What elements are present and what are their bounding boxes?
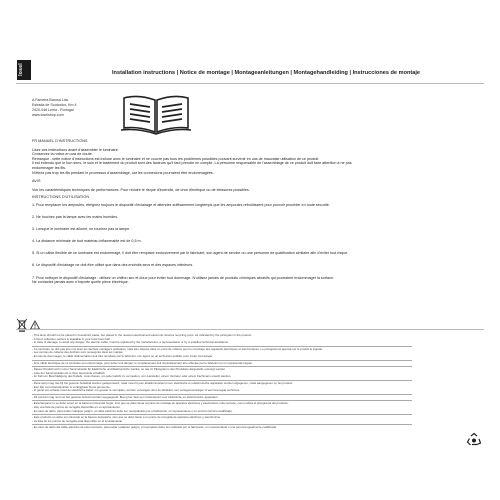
disposal-line: - Esta lámpara no se debe poner en la basura normal del hogar, sino que se debe llevar al punto de reciclaje de aparatos eléctricos y electrónicos más cercano, como indica el pictograma del producto. — [32, 402, 289, 406]
intro-line: N'étirez pas trop les fils pendant le processus d'assemblage, car les connexions pourraient être endommagées. — [32, 170, 214, 175]
disposal-line: - Een lijst met inzamelpunten is verkrijgbaar bij uw gemeente. — [32, 385, 111, 389]
disposal-divider — [32, 360, 412, 361]
disposal-block — [32, 396, 472, 400]
disposal-line: - Im Fall von Beschädigung des Kabels, muss dieses, um jede Gefahr zu vermeiden, vom Hersteller, einem Vertreter oder einem Fachmann ersetzt werden. — [32, 375, 232, 379]
company-line: Estrada de Soutocico, Km 4 — [32, 103, 77, 107]
disposal-divider — [32, 414, 412, 415]
company-line: 2420-046 Leiria - Portugal — [32, 108, 74, 112]
instruction-line: 7. Pour nettoyer le dispositif d'éclairage : utilisez un chiffon sec et doux pour éviter tout dommage. N'utilisez jamais de produits chimiques abrasifs qui pourraient endommager la surface. — [32, 275, 335, 280]
disposal-line: - This lamp should not be placed in household waste, but placed in the nearest electrical and electronic devices recycling point. As indicated by the pictogram in the product. — [32, 334, 252, 337]
instruction-list — [32, 203, 484, 285]
disposal-line: - La lista de los puntos de recogida está disponible en el ayuntamiento. — [32, 419, 123, 423]
disposal-divider — [32, 380, 412, 381]
notice-heading: AVIS — [32, 179, 41, 184]
instruction-line: 4. La distance minimale de tout matériau inflammable est de 0,5 m. — [32, 239, 142, 244]
disposal-line: - Deze lamp mag niet bij het gewone huisafval worden gedeponeerd, maar moet bij een afvalinzamelpunt voor elektrische en elektronische apparaten worden afgegeven, zoals aangegeven op het product. — [32, 381, 293, 385]
company-address — [32, 98, 77, 118]
disposal-divider — [32, 394, 412, 395]
disposal-block — [32, 402, 472, 413]
disposal-divider — [32, 346, 412, 347]
disposal-block — [32, 368, 472, 379]
intro-line: endommager les fils. — [32, 165, 67, 170]
instruction-line: 3. Lorsque le luminaire est allumé, ne touchez pas la lampe. — [32, 227, 131, 232]
disposal-line: - En caso de daño del cable eléctrico de este luminario, para evitar cualquier peligro, el reemplazo debe ser realizado por el fabricante, un representante o una persona igualmente cualificada. — [32, 426, 277, 430]
usage-heading: INSTRUCTIONS D'UTILISATION — [32, 195, 90, 200]
company-line: A Fameira Barosa Lda. — [32, 98, 69, 102]
instruction-line: 2. Ne touchez pas la lampe avec les mains humides. — [32, 215, 119, 220]
disposal-line: - Ce luminaire ne doit pas être mis avec les déchets ménagers ordinaires, mais être déposé dans un point de collecte pour le recyclage des appareils électriques et électroniques. Le pictogramme apposé sur le produit le signale. — [32, 347, 323, 351]
disposal-line: - In case of damage, to avoid any danger, the electric cable, must be replaced by the manufacturer, a representative or by a qualified technical assistance. — [32, 341, 229, 345]
instruction-line: 6. Le dispositif d'éclairage ne doit être utilisé que dans des endroits secs et des espaces intérieurs. — [32, 263, 194, 268]
disposal-notes — [32, 334, 472, 430]
disposal-line: - Liste der Sammelstellen ist in Ihrer Gemeinde erhältlich. — [32, 371, 106, 375]
disposal-divider — [32, 424, 412, 425]
disposal-line: - Dieses Produkt soll in einer Sammelstelle für Elektrische und Elektronische Geräte, so wie im Piktogramm des Produktes dargestellt, entsorgt werden. — [32, 368, 226, 372]
notice-text: Voir les caractéristiques techniques de performances. Pour réduire le risque d'incendie, de choc électrique ou de blessures possibles. — [32, 187, 250, 192]
disposal-line: - Hay una lista de puntos de recogida disponible en su ayuntamiento. — [32, 405, 121, 409]
instruction-line: Ne contactez jamais avec n'importe quelle pièce électrique. — [32, 280, 129, 285]
logo — [17, 60, 31, 80]
page-title: Installation instructions | Notice de montage | Montageanleitungen | Montagehandleiding | Instrucciones de montaje — [112, 70, 421, 76]
disposal-block — [32, 426, 472, 430]
intro-line: Remarque : cette notice d'instructions est incluse avec le luminaire et ne couvre pas tous les problèmes possibles pouvant survenir en cas de mauvaise utilisation de ce produit. — [32, 156, 320, 161]
disposal-line: - In geval van schade moet de elektrische kabel, om gevaar te vermijden, worden vervangen door de fabrikant, een vertegenwoordiger of een bevoegde technicus. — [32, 389, 241, 393]
disposal-line: - Este producto no debe ser colocado en la basura doméstica, sino que se debe llevar a un punto de recogida de aparatos eléctricos y electrónicos. — [32, 416, 221, 420]
header-divider — [16, 83, 484, 84]
disposal-line: - Les centres de collecte des déchets sont renseignés dans les mairies. — [32, 351, 124, 355]
disposal-divider — [32, 400, 412, 401]
disposal-line: - Dit product mag niet met het gewone huisvuil worden weggegooid. Breng het naar een inzamelpunt voor elektrische en elektronische apparaten. — [32, 395, 219, 399]
disposal-divider — [32, 366, 412, 367]
open-book-icon — [120, 88, 192, 136]
instruction-item — [32, 276, 484, 285]
disposal-block — [32, 382, 472, 393]
recycle-icon — [466, 432, 482, 448]
disposal-line: - Si le câble électrique de ce luminaire est endommagé, pour éviter tout danger, le remplacement doit impérativement être effectué par le fabricant ou un représentant agréé. — [32, 361, 253, 365]
intro-line: Conservez la notice en cas de doute. — [32, 152, 93, 157]
instructions-body — [32, 139, 484, 285]
section-divider — [16, 329, 484, 330]
instruction-line: 5. Si un câble flexible de ce luminaire est endommagé, il doit être remplacé exclusivement par le fabricant, son agent de service ou une personne de qualification similaire afin d'éviter tout risque. — [32, 251, 349, 256]
intro-text — [32, 148, 484, 176]
company-line[interactable]: www.loselshop.com — [32, 113, 64, 117]
disposal-block — [32, 362, 472, 366]
disposal-block — [32, 416, 472, 423]
manual-heading: FR MANUEL D'INSTRUCTIONS — [32, 139, 88, 143]
instruction-line: 1. Pour remplacer les ampoules, éteignez toujours le dispositif d'éclairage et attendez suffisamment longtemps que les ampoules refroidissent pour pouvoir procéder en toute sécurité. — [32, 202, 330, 207]
disposal-block — [32, 334, 472, 345]
disposal-line: - En cas de dommages, le câble d'alimentation doit être remplacé par le fabricant, son agent ou un technicien qualifié, pour éviter tout danger. — [32, 354, 214, 358]
logo-text: losel — [18, 63, 24, 76]
disposal-line: - A list of collection centers is available in your local town hall. — [32, 337, 111, 341]
intro-line: Il est entendu que le bon sens, le soin et le traitement du produit sont des facteurs qu'il faut prendre en compte. La personne responsable de l'assemblage de ce produit doit faire attention à ne pas — [32, 161, 352, 166]
intro-line: Lisez ces instructions avant d'assembler le luminaire. — [32, 147, 119, 152]
disposal-line: - En caso de daño, para evitar cualquier peligro, el cable eléctrico debe ser reemplazado por el fabricante, un representante o un servicio técnico cualificado. — [32, 409, 233, 413]
disposal-block — [32, 348, 472, 359]
